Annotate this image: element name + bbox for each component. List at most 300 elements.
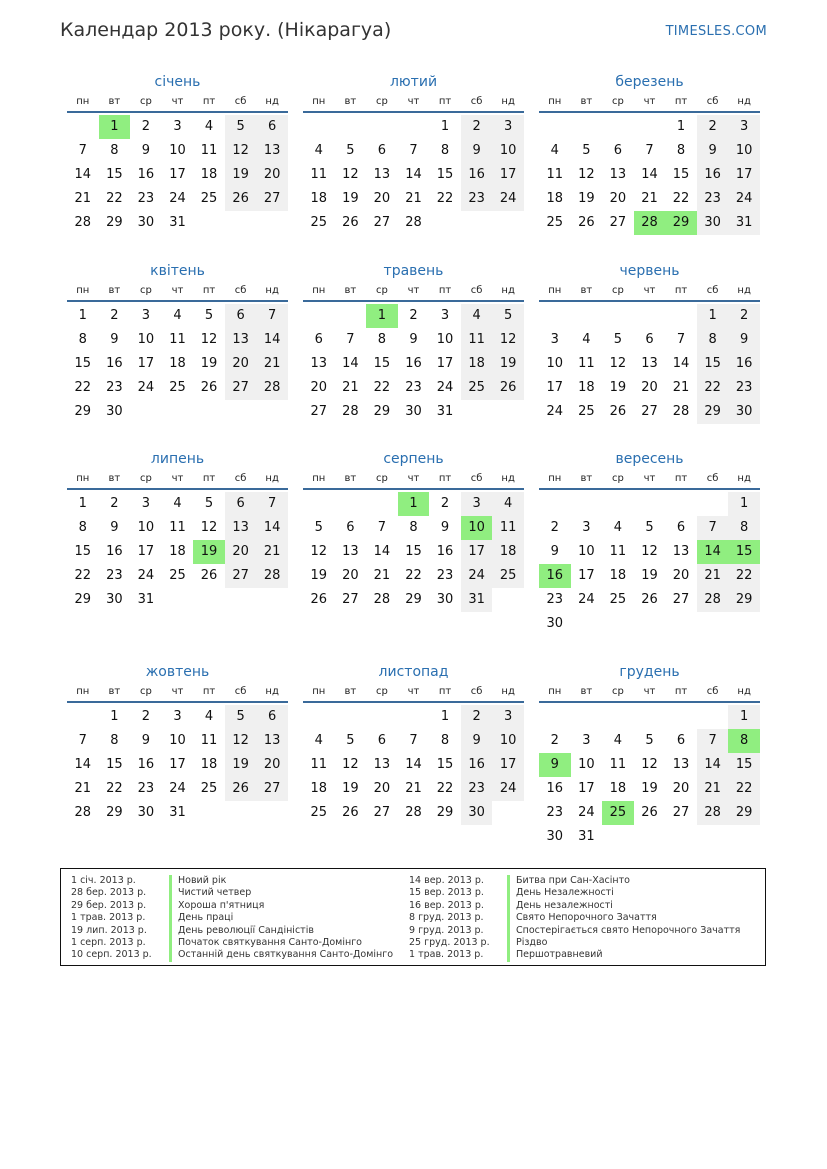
day-cell: 8 [697, 328, 729, 352]
day-cell: 15 [106, 757, 123, 772]
weekday-label: ср [139, 96, 152, 107]
day-cell: 22 [373, 380, 391, 395]
holiday-name: Новий рік [169, 875, 226, 887]
weekday-label: пт [674, 96, 688, 107]
day-cell: 6 [256, 705, 288, 729]
holiday-day-cell: 29 [665, 211, 697, 235]
day-cell: 28 [405, 805, 422, 820]
empty-cell [634, 304, 666, 328]
day-cell: 31 [461, 588, 493, 612]
day-cell: 17 [728, 163, 760, 187]
weekday-label: нд [737, 473, 751, 484]
day-cell: 18 [200, 167, 218, 182]
day-cell: 18 [609, 568, 627, 583]
month-name: червень [619, 263, 680, 279]
day-cell: 25 [200, 191, 218, 206]
weekday-label: чт [407, 285, 420, 296]
weekday-label: нд [501, 686, 515, 697]
day-cell: 24 [169, 191, 186, 206]
day-cell: 29 [106, 215, 123, 230]
weekday-label: нд [265, 285, 279, 296]
day-cell: 30 [436, 592, 454, 607]
day-cell: 19 [578, 191, 595, 206]
day-cell: 10 [137, 332, 155, 347]
day-cell: 31 [137, 592, 155, 607]
day-cell: 16 [106, 356, 123, 371]
day-cell: 30 [106, 592, 123, 607]
empty-cell [303, 115, 335, 139]
day-cell: 14 [74, 167, 92, 182]
day-cell: 27 [225, 376, 257, 400]
day-cell: 9 [550, 544, 559, 559]
holiday-name: День незалежності [507, 900, 613, 912]
day-cell: 21 [74, 781, 92, 796]
day-cell: 3 [582, 520, 591, 535]
day-cell: 2 [697, 115, 729, 139]
day-cell: 23 [137, 781, 155, 796]
day-cell: 1 [440, 709, 450, 724]
holiday-name: Початок святкування Санто-Домінго [169, 937, 362, 949]
holiday-date: 1 січ. 2013 р. [71, 875, 136, 886]
day-cell: 24 [137, 380, 155, 395]
month-12 [539, 661, 760, 849]
empty-cell [398, 115, 430, 139]
weekday-label: ср [611, 473, 624, 484]
day-cell: 16 [728, 352, 760, 376]
weekday-header [303, 93, 524, 113]
day-cell: 17 [169, 167, 186, 182]
empty-cell [303, 304, 335, 328]
days-grid [539, 703, 760, 849]
day-cell: 22 [405, 568, 422, 583]
holiday-name: Першотравневий [507, 949, 603, 961]
day-cell: 11 [609, 757, 627, 772]
day-cell: 29 [436, 805, 454, 820]
day-cell: 2 [141, 709, 151, 724]
day-cell: 30 [697, 211, 729, 235]
holiday-date: 25 груд. 2013 р. [409, 936, 490, 948]
day-cell: 2 [550, 520, 559, 535]
day-cell: 22 [697, 376, 729, 400]
day-cell: 17 [137, 356, 155, 371]
legend-row [409, 949, 603, 961]
day-cell: 10 [546, 356, 564, 371]
day-cell: 18 [310, 781, 328, 796]
day-cell: 5 [346, 143, 355, 158]
weekday-label: сб [234, 285, 247, 296]
weekday-label: пн [312, 473, 326, 484]
day-cell: 11 [200, 733, 218, 748]
month-10 [67, 661, 288, 825]
weekday-label: ср [611, 285, 624, 296]
day-cell: 15 [106, 167, 123, 182]
empty-cell [634, 115, 666, 139]
day-cell: 4 [550, 143, 559, 158]
holiday-date: 8 груд. 2013 р. [409, 912, 484, 924]
days-grid [67, 490, 288, 612]
day-cell: 15 [697, 352, 729, 376]
day-cell: 11 [492, 516, 524, 540]
day-cell: 26 [641, 592, 658, 607]
weekday-label: нд [501, 285, 515, 296]
day-cell: 23 [461, 187, 493, 211]
legend-row [71, 887, 252, 899]
day-cell: 6 [225, 304, 257, 328]
day-cell: 13 [672, 757, 690, 772]
day-cell: 18 [169, 356, 186, 371]
brand-link[interactable]: TIMESLES.COM [665, 24, 767, 39]
day-cell: 29 [697, 400, 729, 424]
day-cell: 27 [609, 215, 627, 230]
weekday-label: нд [737, 285, 751, 296]
day-cell: 29 [106, 805, 123, 820]
day-cell: 13 [373, 167, 391, 182]
day-cell: 2 [461, 705, 493, 729]
day-cell: 9 [110, 332, 119, 347]
day-cell: 16 [137, 757, 155, 772]
day-cell: 20 [373, 191, 391, 206]
day-cell: 17 [546, 380, 564, 395]
day-cell: 21 [256, 540, 288, 564]
weekday-label: чт [407, 96, 420, 107]
holiday-day-cell: 1 [398, 492, 430, 516]
day-cell: 9 [409, 332, 418, 347]
day-cell: 23 [436, 568, 454, 583]
day-cell: 4 [613, 520, 623, 535]
empty-cell [665, 304, 697, 328]
day-cell: 22 [106, 191, 123, 206]
day-cell: 23 [461, 777, 493, 801]
days-grid [303, 113, 524, 235]
day-cell: 4 [613, 733, 623, 748]
day-cell: 23 [106, 568, 123, 583]
day-cell: 30 [461, 801, 493, 825]
weekday-header [67, 683, 288, 703]
day-cell: 8 [377, 332, 387, 347]
legend-column-left [71, 875, 394, 962]
day-cell: 8 [440, 143, 450, 158]
day-cell: 24 [492, 187, 524, 211]
day-cell: 28 [697, 588, 729, 612]
days-grid [539, 113, 760, 235]
weekday-label: сб [234, 96, 247, 107]
day-cell: 4 [582, 332, 591, 347]
day-cell: 22 [436, 191, 454, 206]
weekday-label: нд [265, 96, 279, 107]
weekday-label: сб [470, 96, 483, 107]
days-grid [303, 703, 524, 825]
day-cell: 24 [578, 592, 595, 607]
weekday-label: нд [265, 686, 279, 697]
day-cell: 17 [492, 163, 524, 187]
day-cell: 10 [578, 544, 595, 559]
weekday-label: вт [108, 686, 121, 697]
day-cell: 8 [110, 733, 119, 748]
weekday-label: ср [139, 686, 152, 697]
day-cell: 11 [461, 328, 493, 352]
month-7 [67, 448, 288, 612]
day-cell: 16 [697, 163, 729, 187]
holiday-name: День революції Сандіністів [169, 925, 314, 937]
day-cell: 24 [578, 805, 595, 820]
holiday-day-cell: 15 [728, 540, 760, 564]
weekday-header [539, 93, 760, 113]
day-cell: 18 [310, 191, 328, 206]
weekday-header [303, 470, 524, 490]
day-cell: 14 [373, 544, 391, 559]
weekday-label: сб [234, 686, 247, 697]
day-cell: 27 [342, 592, 359, 607]
day-cell: 20 [641, 380, 658, 395]
day-cell: 20 [609, 191, 627, 206]
day-cell: 25 [169, 380, 186, 395]
day-cell: 16 [436, 544, 454, 559]
day-cell: 13 [641, 356, 658, 371]
legend-row [409, 912, 657, 924]
day-cell: 30 [106, 404, 123, 419]
day-cell: 25 [578, 404, 595, 419]
weekday-label: пн [548, 686, 562, 697]
day-cell: 13 [225, 516, 257, 540]
empty-cell [67, 705, 99, 729]
empty-cell [539, 705, 571, 729]
day-cell: 3 [728, 115, 760, 139]
month-3 [539, 71, 760, 235]
day-cell: 21 [697, 564, 729, 588]
day-cell: 26 [225, 187, 257, 211]
weekday-label: вт [580, 686, 593, 697]
month-6 [539, 260, 760, 424]
day-cell: 3 [492, 115, 524, 139]
month-name: травень [383, 263, 444, 279]
weekday-label: пн [76, 686, 90, 697]
day-cell: 9 [461, 139, 493, 163]
weekday-header [539, 470, 760, 490]
day-cell: 12 [225, 139, 257, 163]
weekday-label: нд [737, 96, 751, 107]
day-cell: 3 [141, 308, 151, 323]
day-cell: 26 [342, 215, 359, 230]
weekday-label: вт [580, 96, 593, 107]
empty-cell [67, 115, 99, 139]
day-cell: 27 [310, 404, 328, 419]
weekday-label: чт [643, 96, 656, 107]
day-cell: 6 [377, 733, 387, 748]
empty-cell [366, 115, 398, 139]
day-cell: 29 [74, 404, 92, 419]
day-cell: 28 [74, 215, 92, 230]
weekday-label: ср [611, 686, 624, 697]
day-cell: 27 [373, 215, 391, 230]
day-cell: 20 [342, 568, 359, 583]
holiday-name: Свято Непорочного Зачаття [507, 912, 657, 924]
day-cell: 21 [641, 191, 658, 206]
day-cell: 13 [256, 139, 288, 163]
empty-cell [602, 304, 634, 328]
day-cell: 26 [641, 805, 658, 820]
day-cell: 21 [342, 380, 359, 395]
day-cell: 21 [405, 191, 422, 206]
legend-row [71, 936, 362, 949]
day-cell: 6 [314, 332, 323, 347]
weekday-header [539, 683, 760, 703]
weekday-label: вт [344, 473, 357, 484]
day-cell: 29 [373, 404, 391, 419]
weekday-label: пн [312, 96, 326, 107]
day-cell: 21 [373, 568, 391, 583]
holiday-date: 10 серп. 2013 р. [71, 949, 152, 961]
day-cell: 9 [141, 733, 151, 748]
holiday-day-cell: 19 [193, 540, 225, 564]
weekday-label: сб [234, 473, 247, 484]
day-cell: 30 [546, 829, 564, 844]
day-cell: 26 [609, 404, 627, 419]
legend-row [71, 949, 394, 961]
empty-cell [335, 304, 367, 328]
day-cell: 4 [461, 304, 493, 328]
weekday-label: пн [312, 686, 326, 697]
day-cell: 23 [546, 805, 564, 820]
day-cell: 14 [405, 167, 422, 182]
month-name: жовтень [145, 664, 210, 680]
weekday-label: пт [438, 96, 452, 107]
holiday-day-cell: 14 [697, 540, 729, 564]
holiday-name: День праці [169, 912, 233, 924]
day-cell: 3 [141, 496, 151, 511]
holiday-day-cell: 25 [602, 801, 634, 825]
day-cell: 12 [342, 167, 359, 182]
legend-row [71, 899, 265, 912]
holiday-date: 28 бер. 2013 р. [71, 887, 147, 899]
holiday-day-cell: 10 [461, 516, 493, 540]
day-cell: 8 [676, 143, 686, 158]
day-cell: 11 [609, 544, 627, 559]
day-cell: 18 [546, 191, 564, 206]
holiday-day-cell: 1 [99, 115, 131, 139]
day-cell: 25 [200, 781, 218, 796]
day-cell: 24 [461, 564, 493, 588]
weekday-label: вт [108, 285, 121, 296]
holiday-name: Битва при Сан-Хасінто [507, 875, 630, 887]
day-cell: 4 [173, 496, 182, 511]
weekday-label: ср [611, 96, 624, 107]
day-cell: 15 [74, 544, 92, 559]
day-cell: 28 [373, 592, 391, 607]
weekday-label: пн [548, 96, 562, 107]
weekday-label: ср [139, 285, 152, 296]
day-cell: 7 [256, 304, 288, 328]
day-cell: 17 [492, 753, 524, 777]
weekday-label: вт [108, 473, 121, 484]
holiday-date: 9 груд. 2013 р. [409, 924, 484, 936]
day-cell: 25 [492, 564, 524, 588]
day-cell: 5 [225, 705, 257, 729]
weekday-label: сб [470, 686, 483, 697]
weekday-label: пн [76, 285, 90, 296]
weekday-label: чт [171, 473, 184, 484]
day-cell: 31 [436, 404, 454, 419]
weekday-header [303, 683, 524, 703]
day-cell: 19 [342, 191, 359, 206]
day-cell: 13 [342, 544, 359, 559]
day-cell: 5 [613, 332, 623, 347]
weekday-label: пт [674, 686, 688, 697]
day-cell: 7 [78, 143, 87, 158]
month-name: грудень [619, 664, 680, 680]
day-cell: 6 [676, 733, 686, 748]
weekday-label: ср [139, 473, 152, 484]
legend-row [71, 875, 227, 887]
empty-cell [571, 304, 603, 328]
empty-cell [571, 705, 603, 729]
weekday-label: чт [171, 285, 184, 296]
day-cell: 11 [200, 143, 218, 158]
weekday-label: чт [407, 686, 420, 697]
weekday-label: пт [438, 473, 452, 484]
day-cell: 25 [310, 215, 328, 230]
day-cell: 20 [310, 380, 328, 395]
weekday-label: пт [674, 285, 688, 296]
legend-row [71, 924, 314, 937]
day-cell: 27 [225, 564, 257, 588]
day-cell: 22 [74, 568, 92, 583]
day-cell: 12 [641, 544, 658, 559]
holiday-name: Хороша п'ятниця [169, 900, 264, 912]
day-cell: 10 [169, 733, 186, 748]
day-cell: 4 [492, 492, 524, 516]
empty-cell [539, 492, 571, 516]
weekday-header [67, 282, 288, 302]
day-cell: 12 [492, 328, 524, 352]
weekday-label: вт [580, 285, 593, 296]
day-cell: 19 [225, 163, 257, 187]
weekday-label: чт [407, 473, 420, 484]
day-cell: 28 [256, 564, 288, 588]
day-cell: 22 [436, 781, 454, 796]
day-cell: 26 [492, 376, 524, 400]
holiday-day-cell: 1 [366, 304, 398, 328]
weekday-label: пн [548, 285, 562, 296]
weekday-label: вт [108, 96, 121, 107]
day-cell: 20 [225, 540, 257, 564]
day-cell: 5 [645, 733, 654, 748]
month-8 [303, 448, 524, 612]
empty-cell [602, 115, 634, 139]
day-cell: 19 [609, 380, 627, 395]
day-cell: 17 [578, 781, 595, 796]
day-cell: 15 [436, 757, 454, 772]
day-cell: 9 [141, 143, 151, 158]
day-cell: 20 [256, 753, 288, 777]
day-cell: 29 [728, 801, 760, 825]
day-cell: 23 [546, 592, 564, 607]
day-cell: 11 [169, 520, 186, 535]
day-cell: 14 [74, 757, 92, 772]
empty-cell [665, 705, 697, 729]
day-cell: 29 [728, 588, 760, 612]
empty-cell [303, 492, 335, 516]
day-cell: 18 [169, 544, 186, 559]
day-cell: 10 [492, 139, 524, 163]
day-cell: 11 [546, 167, 564, 182]
day-cell: 19 [200, 356, 218, 371]
holiday-name: Різдво [507, 937, 547, 949]
day-cell: 9 [440, 520, 450, 535]
day-cell: 20 [672, 568, 690, 583]
day-cell: 7 [78, 733, 87, 748]
day-cell: 23 [697, 187, 729, 211]
empty-cell [335, 115, 367, 139]
